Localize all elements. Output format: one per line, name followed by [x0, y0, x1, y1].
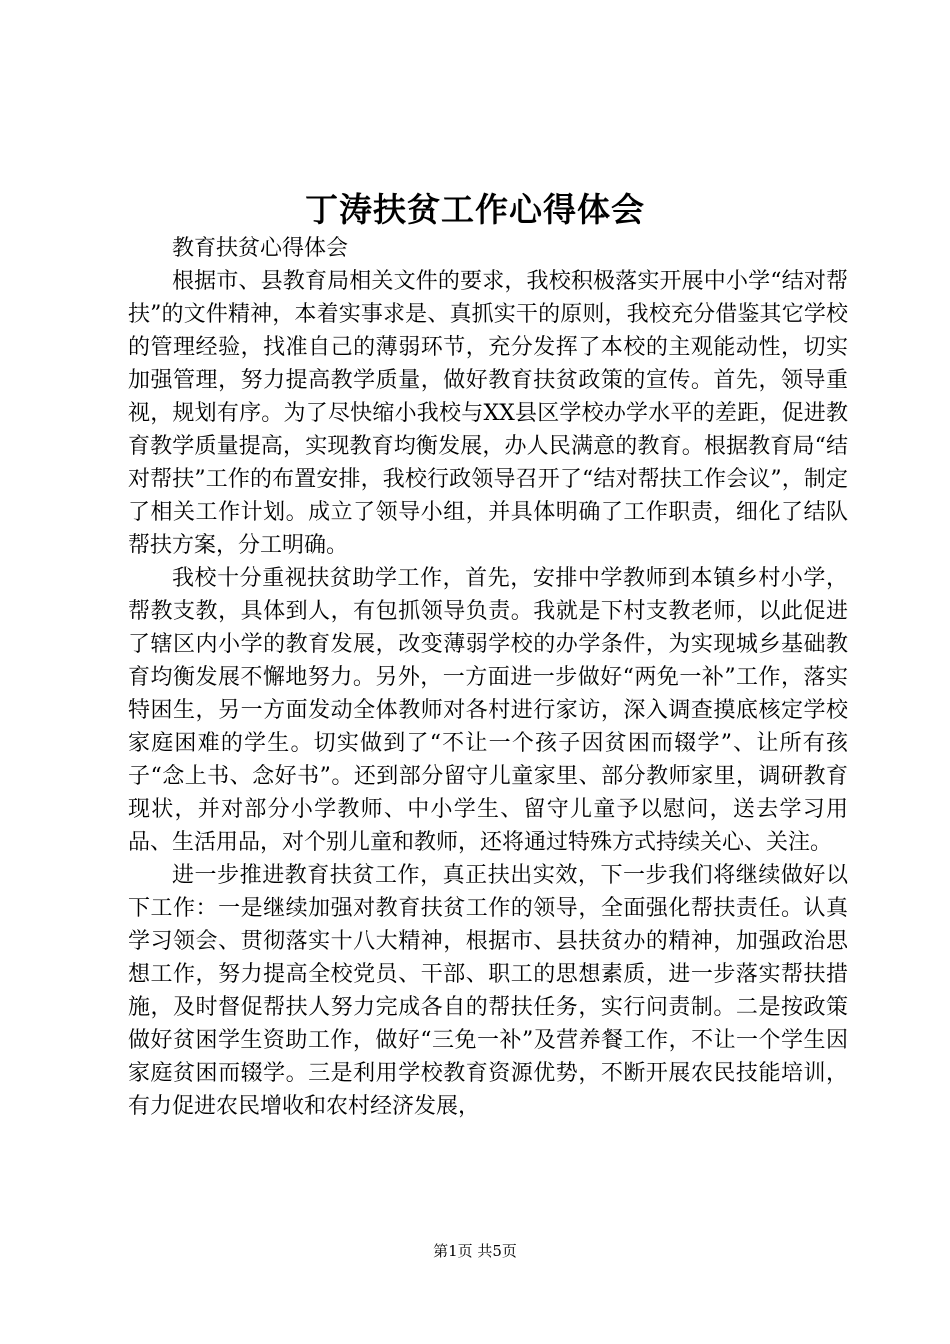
document-body [128, 232, 848, 1123]
paragraph-2: 我校十分重视扶贫助学工作，首先，安排中学教师到本镇乡村小学，帮教支教，具体到人，有包抓领导负责。我就是下村支教老师，以此促进了辖区内小学的教育发展，改变薄弱学校的办学条件，为实现城乡基础教育均衡发展不懈地努力。另外，一方面进一步做好“两免一补”工作，落实特困生，另一方面发动全体教师对各村进行家访，深入调查摸底核定学校家庭困难的学生。切实做到了“不让一个孩子因贫困而辍学”、让所有孩子“念上书、念好书”。还到部分留守儿童家里、部分教师家里，调研教育现状，并对部分小学教师、中小学生、留守儿童予以慰问，送去学习用品、生活用品，对个别儿童和教师，还将通过特殊方式持续关心、关注。 [128, 566, 848, 855]
document-title: 丁涛扶贫工作心得体会 [305, 190, 645, 229]
document-subtitle: 教育扶贫心得体会 [172, 236, 349, 261]
paragraph-3: 进一步推进教育扶贫工作，真正扶出实效，下一步我们将继续做好以下工作：一是继续加强对教育扶贫工作的领导，全面强化帮扶责任。认真学习领会、贯彻落实十八大精神，根据市、县扶贫办的精神，加强政治思想工作，努力提高全校党员、干部、职工的思想素质，进一步落实帮扶措施，及时督促帮扶人努力完成各自的帮扶任务，实行问责制。二是按政策做好贫困学生资助工作，做好“三免一补”及营养餐工作，不让一个学生因家庭贫困而辍学。三是利用学校教育资源优势，不断开展农民技能培训，有力促进农民增收和农村经济发展， [128, 863, 848, 1119]
paragraph-1: 根据市、县教育局相关文件的要求，我校积极落实开展中小学“结对帮扶”的文件精神，本着实事求是、真抓实干的原则，我校充分借鉴其它学校的管理经验，找准自己的薄弱环节，充分发挥了本校的主观能动性，切实加强管理，努力提高教学质量，做好教育扶贫政策的宣传。首先，领导重视，规划有序。为了尽快缩小我校与XX县区学校办学水平的差距，促进教育教学质量提高，实现教育均衡发展，办人民满意的教育。根据教育局“结对帮扶”工作的布置安排，我校行政领导召开了“结对帮扶工作会议”，制定了相关工作计划。成立了领导小组，并具体明确了工作职责，细化了结队帮扶方案，分工明确。 [128, 269, 848, 558]
page-number-footer: 第1页 共5页 [433, 1242, 517, 1260]
